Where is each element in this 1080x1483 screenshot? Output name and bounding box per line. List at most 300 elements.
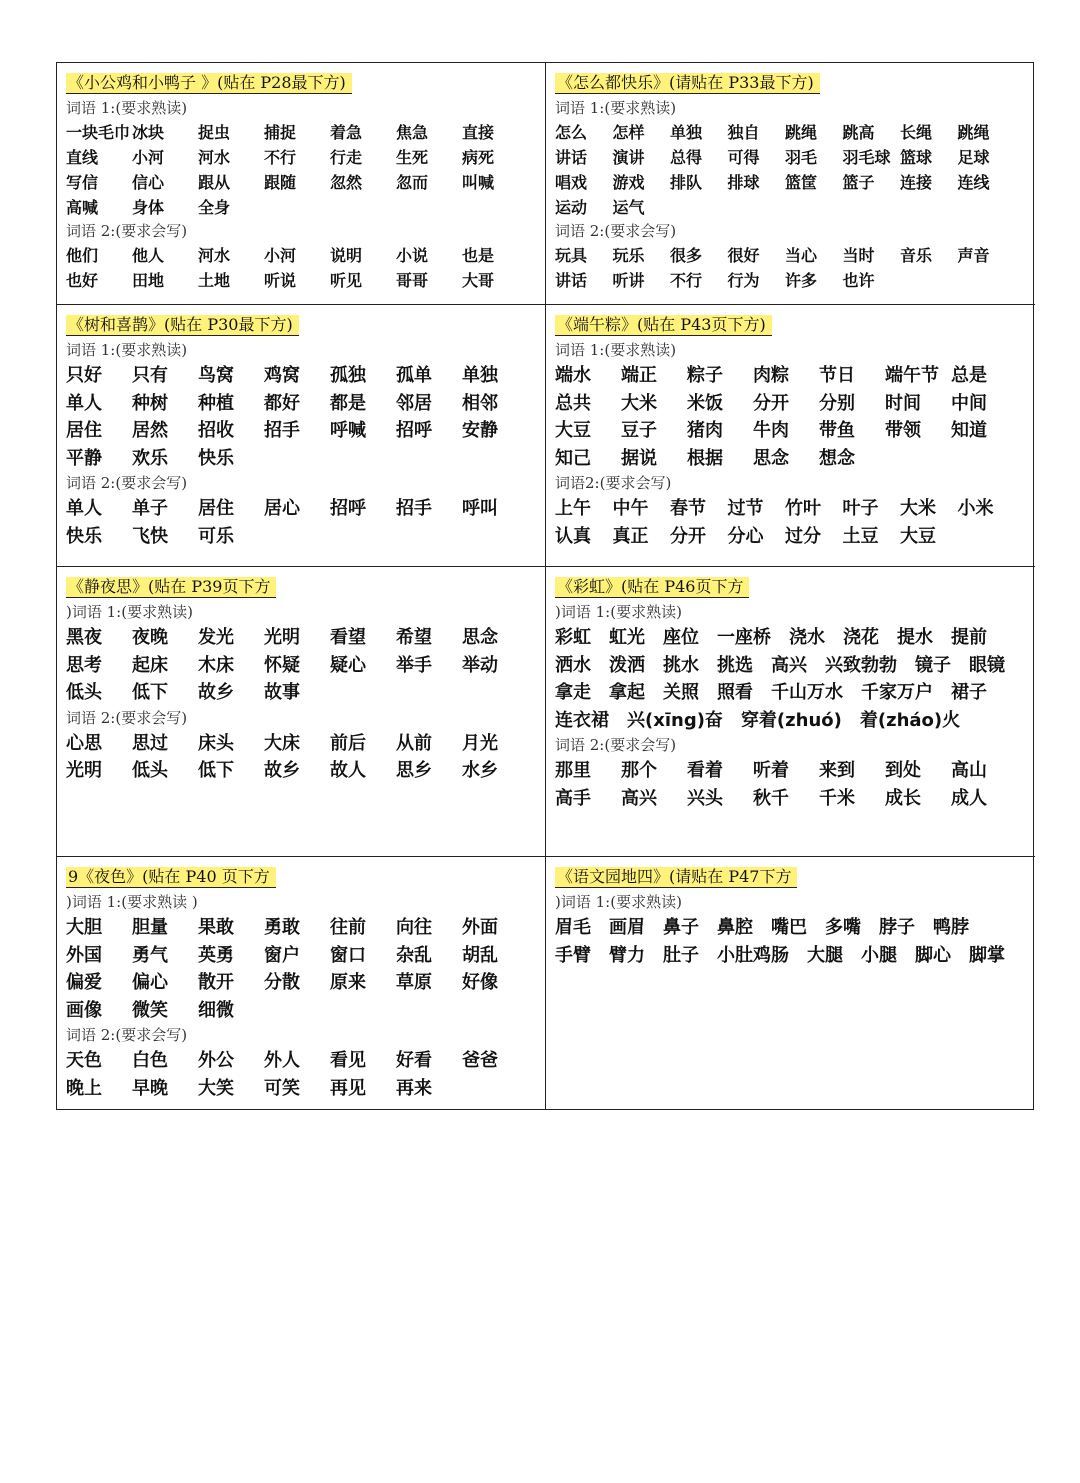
word-item: 讲话: [555, 148, 588, 167]
word-item: 鸟窝: [198, 365, 234, 386]
word-item: 唱戏: [555, 173, 588, 192]
word-item: 高山: [951, 760, 987, 781]
word-item: 知道: [951, 420, 987, 441]
word-item: 全身: [198, 198, 231, 217]
read-word-list: [66, 914, 537, 1024]
word-item: 座位: [663, 627, 699, 648]
section-label-write: 词语 2:(要求会写): [66, 474, 188, 492]
word-item: 从前: [396, 732, 432, 754]
word-item: 时间: [885, 392, 921, 414]
word-item: 直线: [66, 148, 99, 167]
word-item: 勇气: [132, 944, 168, 966]
word-item: 散开: [198, 972, 234, 993]
word-item: 外面: [462, 917, 498, 938]
word-item: 总得: [670, 148, 703, 167]
word-item: 邻居: [396, 392, 432, 414]
word-item: 竹叶: [785, 498, 821, 519]
word-item: 那个: [621, 760, 657, 781]
section-label-read: )词语 1:(要求熟读): [555, 603, 682, 621]
word-item: 居住: [198, 498, 234, 519]
word-item: 成长: [885, 787, 921, 809]
word-item: 可笑: [264, 1077, 300, 1099]
write-word-list: [555, 243, 1027, 293]
lesson-cell-7: [57, 857, 546, 1109]
word-item: 独自: [727, 123, 760, 142]
word-item: 小河: [264, 246, 297, 265]
section-label-read: 词语 1:(要求熟读): [66, 99, 188, 117]
word-item: 大米: [900, 498, 936, 519]
word-item: 低头: [66, 682, 102, 703]
word-item: 怎样: [612, 123, 645, 142]
word-item: 单人: [66, 392, 102, 414]
word-item: 那里: [555, 760, 591, 781]
word-item: 多嘴: [825, 917, 861, 938]
word-item: 招收: [198, 420, 234, 441]
word-item: 着急: [330, 123, 363, 142]
word-item: 招呼: [396, 420, 432, 441]
word-item: 故事: [264, 682, 300, 703]
lesson-title: 《树和喜鹊》(贴在 P30最下方): [66, 315, 299, 336]
word-item: 窗户: [264, 944, 300, 966]
word-item: 虹光: [609, 627, 645, 648]
word-item: 白色: [132, 1050, 168, 1071]
word-item: 希望: [396, 627, 432, 648]
read-word-list: [555, 914, 1027, 969]
word-item: 呼喊: [330, 420, 366, 441]
word-item: 连线: [957, 173, 990, 192]
word-item: 关照: [663, 682, 699, 703]
word-item: 只好: [66, 365, 102, 386]
section-label-read: )词语 1:(要求熟读 ): [66, 893, 198, 911]
word-item: 带领: [885, 420, 921, 441]
word-item: 早晚: [132, 1077, 168, 1099]
word-item: 大豆: [555, 420, 591, 441]
word-item: 高兴: [621, 787, 657, 809]
section-label-read: 词语 1:(要求熟读): [66, 341, 188, 359]
word-item: 孤独: [330, 365, 366, 386]
word-item: 起床: [132, 654, 168, 676]
word-item: 看见: [330, 1050, 366, 1071]
word-item: 低下: [198, 760, 234, 781]
word-item: 声音: [957, 246, 990, 265]
word-item: 看望: [330, 627, 366, 648]
word-item: 粽子: [687, 365, 723, 386]
word-item: 泼洒: [609, 654, 645, 676]
word-item: 再来: [396, 1077, 432, 1099]
word-item: 夜晚: [132, 627, 168, 648]
word-item: 举动: [462, 654, 498, 676]
word-item: 根据: [687, 447, 723, 469]
word-item: 杂乱: [396, 944, 432, 966]
word-item: 画像: [66, 999, 102, 1021]
word-item: 土豆: [842, 525, 879, 547]
word-item: 总共: [555, 392, 591, 414]
section-label-read: )词语 1:(要求熟读): [66, 603, 193, 621]
lesson-title: 《小公鸡和小鸭子 》(贴在 P28最下方): [66, 73, 352, 94]
word-item: 大胆: [66, 917, 102, 938]
write-word-list: [66, 1047, 537, 1102]
word-item: 成人: [951, 787, 987, 809]
word-item: 也许: [842, 271, 875, 290]
read-word-list: [66, 624, 537, 707]
word-item: 黑夜: [66, 627, 102, 648]
word-item: 肉粽: [753, 365, 789, 386]
word-item: 前后: [330, 732, 366, 754]
worksheet-table: [56, 62, 1034, 1110]
lesson-title: 《语文园地四》(请贴在 P47下方: [555, 867, 797, 888]
lesson-cell-2: [546, 63, 1035, 305]
word-item: 外国: [66, 944, 102, 966]
word-item: 思念: [753, 447, 789, 469]
word-item: 哥哥: [396, 271, 429, 290]
word-item: 直接: [462, 123, 495, 142]
word-item: 鸭脖: [933, 917, 969, 938]
word-item: 相邻: [462, 392, 498, 414]
word-item: 中午: [612, 498, 649, 519]
word-item: 只有: [132, 365, 168, 386]
word-item: 提前: [951, 627, 987, 648]
word-item: 心思: [66, 732, 102, 754]
word-item: 挑选: [717, 654, 753, 676]
word-item: 挑水: [663, 654, 699, 676]
word-item: 运动: [555, 198, 588, 217]
word-item: 细微: [198, 999, 234, 1021]
write-word-list: [555, 495, 1027, 550]
word-item: 原来: [330, 972, 366, 993]
write-word-list: [555, 757, 1027, 812]
word-item: 跳高: [842, 123, 875, 142]
word-item: 中间: [951, 392, 987, 414]
word-item: 端正: [621, 365, 657, 386]
word-item: 疑心: [330, 654, 366, 676]
word-item: 羽毛: [785, 148, 818, 167]
word-item: 排队: [670, 173, 703, 192]
word-item: 行走: [330, 148, 363, 167]
word-item: 真正: [612, 525, 649, 547]
word-item: 安静: [462, 420, 498, 441]
word-item: 往前: [330, 917, 366, 938]
word-item: 篮筐: [785, 173, 818, 192]
word-item: 举手: [396, 654, 432, 676]
word-item: 他人: [132, 246, 165, 265]
lesson-cell-6: [546, 567, 1035, 857]
word-item: 千米: [819, 787, 855, 809]
word-item: 分开: [753, 392, 789, 414]
word-item: 居然: [132, 420, 168, 441]
word-item: 故乡: [264, 760, 300, 781]
section-label-write: 词语2:(要求会写): [555, 474, 672, 492]
word-item: 窗口: [330, 944, 366, 966]
word-item: 高手: [555, 787, 591, 809]
word-item: 怎么: [555, 123, 588, 142]
word-item: 好看: [396, 1050, 432, 1071]
word-item: 捕捉: [264, 123, 297, 142]
word-item: 鼻子: [663, 917, 699, 938]
word-item: 光明: [66, 760, 102, 781]
word-item: 不行: [670, 271, 703, 290]
word-item: 再见: [330, 1077, 366, 1099]
word-item: 低头: [132, 760, 168, 781]
word-item: 肚子: [663, 944, 699, 966]
word-item: 生死: [396, 148, 429, 167]
word-item: 高喊: [66, 198, 99, 217]
word-item: 想念: [819, 447, 855, 469]
word-item: 向往: [396, 917, 432, 938]
section-label-read: 词语 1:(要求熟读): [555, 99, 677, 117]
word-item: 春节: [670, 498, 706, 519]
word-item: 浇水: [789, 627, 825, 648]
word-item: 身体: [132, 198, 165, 217]
read-word-list: [66, 120, 537, 220]
word-item: 光明: [264, 627, 300, 648]
word-item: 跟随: [264, 173, 297, 192]
word-item: 勇敢: [264, 917, 300, 938]
word-item: 欢乐: [132, 447, 168, 469]
word-item: 浇花: [843, 627, 879, 648]
word-item: 小河: [132, 148, 165, 167]
word-item: 跳绳: [785, 123, 818, 142]
word-item: 当时: [842, 246, 875, 265]
word-item: 长绳: [900, 123, 933, 142]
read-word-list: [555, 362, 1027, 472]
word-item: 运气: [612, 198, 645, 217]
word-item: 床头: [198, 732, 234, 754]
word-item: 草原: [396, 972, 432, 993]
word-item: 也是: [462, 246, 495, 265]
word-item: 招手: [264, 420, 300, 441]
word-item: 低下: [132, 682, 168, 703]
word-item: 英勇: [198, 944, 234, 966]
word-item: 玩乐: [612, 246, 645, 265]
word-item: 穿着(zhuó): [740, 709, 842, 731]
word-item: 河水: [198, 246, 231, 265]
word-item: 不行: [264, 148, 297, 167]
word-item: 晚上: [66, 1077, 102, 1099]
word-item: 冰块: [132, 123, 165, 142]
word-item: 跳绳: [957, 123, 990, 142]
word-item: 故人: [330, 760, 366, 781]
lesson-cell-3: [57, 305, 546, 567]
word-item: 故乡: [198, 682, 234, 703]
word-item: 外公: [198, 1050, 234, 1071]
word-item: 游戏: [612, 173, 645, 192]
write-word-list: [66, 495, 537, 550]
word-item: 捉虫: [198, 123, 231, 142]
word-item: 他们: [66, 246, 99, 265]
word-item: 写信: [66, 173, 99, 192]
word-item: 端午节: [885, 365, 939, 386]
word-item: 许多: [785, 271, 818, 290]
word-item: 彩虹: [555, 627, 591, 648]
section-label-read: )词语 1:(要求熟读): [555, 893, 682, 911]
word-item: 篮子: [842, 173, 875, 192]
write-word-list: [66, 243, 537, 293]
word-item: 好像: [462, 972, 498, 993]
word-item: 鸡窝: [264, 365, 300, 386]
word-item: 分散: [264, 972, 300, 993]
word-item: 微笑: [132, 999, 168, 1021]
word-item: 嘴巴: [771, 917, 807, 938]
lesson-grid: [57, 63, 1033, 1109]
word-item: 过节: [727, 498, 764, 519]
word-item: 居心: [264, 498, 300, 519]
word-item: 听见: [330, 271, 363, 290]
word-item: 单独: [462, 365, 498, 386]
word-item: 鼻腔: [717, 917, 753, 938]
word-item: 知己: [555, 447, 591, 469]
word-item: 叶子: [842, 498, 879, 519]
word-item: 信心: [132, 173, 165, 192]
word-item: 偏爱: [66, 972, 102, 993]
section-label-read: 词语 1:(要求熟读): [555, 341, 677, 359]
word-item: 大腿: [807, 944, 843, 966]
word-item: 说明: [330, 246, 363, 265]
word-item: 兴致勃勃: [825, 654, 897, 676]
word-item: 病死: [462, 148, 495, 167]
word-item: 河水: [198, 148, 231, 167]
word-item: 足球: [957, 148, 990, 167]
word-item: 飞快: [132, 525, 168, 547]
word-item: 都是: [330, 392, 366, 414]
word-item: 玩具: [555, 246, 588, 265]
word-item: 都好: [264, 392, 300, 414]
lesson-title: 9《夜色》(贴在 P40 页下方: [66, 867, 276, 888]
word-item: 篮球: [900, 148, 933, 167]
section-label-write: 词语 2:(要求会写): [555, 736, 677, 754]
word-item: 招手: [396, 498, 432, 519]
word-item: 行为: [727, 271, 760, 290]
word-item: 秋千: [753, 787, 789, 809]
word-item: 平静: [66, 447, 102, 469]
word-item: 听着: [753, 760, 789, 781]
word-item: 当心: [785, 246, 818, 265]
word-item: 思过: [132, 732, 168, 754]
word-item: 忽然: [330, 173, 363, 192]
word-item: 可乐: [198, 525, 234, 547]
word-item: 提水: [897, 627, 933, 648]
word-item: 思乡: [396, 760, 432, 781]
word-item: 小米: [957, 498, 994, 519]
word-item: 兴(xīng)奋: [627, 709, 723, 731]
word-item: 兴头: [687, 787, 723, 809]
word-item: 招呼: [330, 498, 366, 519]
word-item: 大床: [264, 732, 300, 754]
word-item: 拿走: [555, 682, 591, 703]
word-item: 上午: [555, 498, 591, 519]
word-item: 小肚鸡肠: [717, 944, 789, 966]
word-item: 小腿: [861, 944, 897, 966]
word-item: 怀疑: [264, 654, 300, 676]
word-item: 连衣裙: [555, 709, 609, 731]
word-item: 眉毛: [555, 917, 591, 938]
word-item: 水乡: [462, 760, 498, 781]
word-item: 胆量: [132, 917, 168, 938]
word-item: 演讲: [612, 148, 645, 167]
word-item: 裙子: [951, 682, 987, 703]
word-item: 牛肉: [753, 420, 789, 441]
word-item: 孤单: [396, 365, 432, 386]
word-item: 土地: [198, 271, 231, 290]
word-item: 米饭: [687, 392, 723, 414]
word-item: 可得: [727, 148, 760, 167]
word-item: 千家万户: [861, 682, 933, 703]
word-item: 讲话: [555, 271, 588, 290]
word-item: 画眉: [609, 917, 645, 938]
lesson-cell-8: [546, 857, 1035, 1109]
word-item: 跟从: [198, 173, 231, 192]
word-item: 爸爸: [462, 1050, 498, 1071]
word-item: 偏心: [132, 972, 168, 993]
word-item: 呼叫: [462, 498, 498, 519]
word-item: 眼镜: [969, 654, 1005, 676]
word-item: 分开: [670, 525, 706, 547]
word-item: 木床: [198, 654, 234, 676]
read-word-list: [66, 362, 537, 472]
word-item: 分心: [727, 525, 764, 547]
word-item: 分别: [819, 392, 855, 414]
word-item: 认真: [555, 525, 591, 547]
word-item: 思考: [66, 654, 102, 676]
word-item: 种树: [132, 392, 168, 414]
word-item: 居住: [66, 420, 102, 441]
word-item: 千山万水: [771, 682, 843, 703]
word-item: 大笑: [198, 1077, 234, 1099]
read-word-list: [555, 120, 1027, 220]
word-item: 着(zháo)火: [859, 709, 961, 731]
word-item: 也好: [66, 271, 99, 290]
word-item: 焦急: [396, 123, 429, 142]
word-item: 照看: [717, 682, 753, 703]
word-item: 天色: [66, 1050, 102, 1071]
word-item: 音乐: [900, 246, 933, 265]
word-item: 听说: [264, 271, 297, 290]
word-item: 脖子: [879, 917, 915, 938]
section-label-write: 词语 2:(要求会写): [555, 222, 677, 240]
lesson-cell-1: [57, 63, 546, 305]
word-item: 大米: [621, 392, 657, 414]
word-item: 果敢: [198, 917, 234, 938]
word-item: 脚掌: [969, 944, 1005, 966]
lesson-title: 《怎么都快乐》(请贴在 P33最下方): [555, 73, 820, 94]
word-item: 连接: [900, 173, 933, 192]
word-item: 脚心: [915, 944, 951, 966]
word-item: 洒水: [555, 654, 591, 676]
word-item: 听讲: [612, 271, 645, 290]
word-item: 豆子: [621, 420, 657, 441]
lesson-title: 《静夜思》(贴在 P39页下方: [66, 577, 276, 598]
word-item: 很多: [670, 246, 703, 265]
lesson-title: 《端午粽》(贴在 P43页下方): [555, 315, 772, 336]
word-item: 快乐: [198, 447, 234, 469]
word-item: 单人: [66, 498, 102, 519]
word-item: 端水: [555, 365, 591, 386]
word-item: 很好: [727, 246, 760, 265]
read-word-list: [555, 624, 1027, 734]
write-word-list: [66, 730, 537, 785]
word-item: 排球: [727, 173, 760, 192]
word-item: 镜子: [915, 654, 951, 676]
word-item: 快乐: [66, 525, 102, 547]
word-item: 胡乱: [462, 944, 498, 966]
word-item: 忽而: [396, 173, 429, 192]
section-label-write: 词语 2:(要求会写): [66, 1026, 188, 1044]
word-item: 一块毛巾: [66, 123, 131, 142]
word-item: 臂力: [609, 944, 645, 966]
word-item: 拿起: [609, 682, 645, 703]
word-item: 手臂: [555, 944, 591, 966]
word-item: 一座桥: [717, 627, 771, 648]
word-item: 猪肉: [687, 420, 723, 441]
